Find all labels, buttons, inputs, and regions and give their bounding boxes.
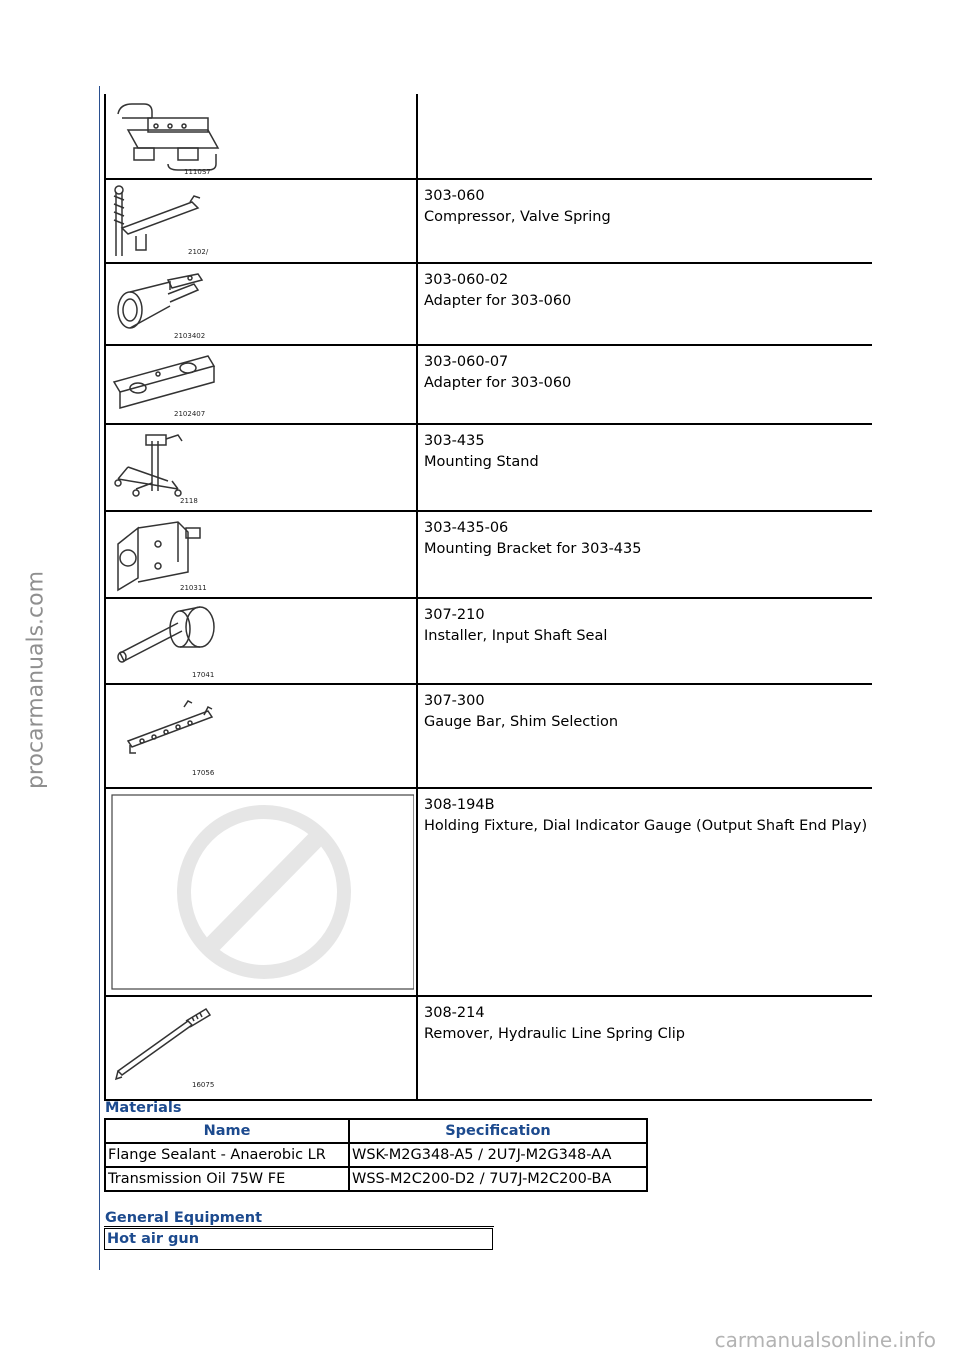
tool-description: Mounting Stand: [424, 454, 539, 470]
seal-installer-icon: [108, 601, 228, 681]
column-header-name: Name: [105, 1119, 349, 1143]
bottom-watermark: carmanualsonline.info: [714, 1328, 936, 1352]
tool-row: [104, 425, 872, 512]
equipment-item: Hot air gun: [104, 1228, 493, 1250]
tool-text: [424, 1003, 872, 1045]
tool-description: Holding Fixture, Dial Indicator Gauge (Output Shaft End Play): [424, 818, 868, 834]
material-name: Transmission Oil 75W FE: [105, 1167, 349, 1191]
material-name: Flange Sealant - Anaerobic LR: [105, 1143, 349, 1167]
tool-image-cell: [104, 264, 418, 344]
mounting-bracket-icon: [108, 514, 228, 594]
figure-number: 2103402: [174, 332, 206, 340]
tool-code: 303-435-06: [424, 520, 509, 536]
table-row: [105, 1167, 647, 1191]
tool-code: 308-194B: [424, 797, 495, 813]
tool-description: Compressor, Valve Spring: [424, 209, 611, 225]
figure-number: 17056: [192, 769, 215, 777]
tool-description: Remover, Hydraulic Line Spring Clip: [424, 1026, 685, 1042]
figure-number: 2102/: [188, 248, 209, 256]
tool-image-cell: [104, 997, 418, 1099]
tool-text: [424, 795, 872, 837]
tool-row: [104, 94, 872, 180]
tool-image-cell: [104, 180, 418, 262]
tool-text: [424, 605, 872, 647]
tool-row: [104, 346, 872, 425]
material-specification: WSK-M2G348-A5 / 2U7J-M2G348-AA: [349, 1143, 647, 1167]
materials-heading: Materials: [105, 1100, 182, 1116]
general-equipment-heading: General Equipment: [105, 1210, 263, 1226]
tool-text: [424, 352, 872, 394]
tool-row: [104, 264, 872, 346]
tool-code: 303-060: [424, 188, 485, 204]
figure-number: 2102407: [174, 410, 206, 418]
materials-table: [104, 1118, 648, 1192]
tool-row: [104, 512, 872, 599]
tool-row: [104, 599, 872, 685]
no-image-icon: [108, 791, 414, 991]
tool-code: 307-210: [424, 607, 485, 623]
tool-text: [424, 270, 872, 312]
tool-image-cell: [104, 685, 418, 787]
tool-image-cell: [104, 94, 418, 178]
tool-description: Gauge Bar, Shim Selection: [424, 714, 619, 730]
tool-code: 303-060-07: [424, 354, 509, 370]
tool-code: 307-300: [424, 693, 485, 709]
figure-number: 210311: [180, 584, 207, 592]
materials-header-row: [105, 1119, 647, 1143]
tool-image-cell: [104, 346, 418, 423]
tool-code: 303-060-02: [424, 272, 509, 288]
tool-description: Adapter for 303-060: [424, 293, 572, 309]
fixture-plate-icon: [108, 96, 228, 176]
tool-description: Installer, Input Shaft Seal: [424, 628, 608, 644]
tool-code: 303-435: [424, 433, 485, 449]
figure-number: 16075: [192, 1081, 215, 1089]
column-header-specification: Specification: [349, 1119, 647, 1143]
special-tools-table: [104, 94, 872, 1101]
valve-spring-compressor-icon: [108, 182, 228, 260]
tool-image-cell: [104, 599, 418, 683]
tool-description: Adapter for 303-060: [424, 375, 572, 391]
tool-image-cell: [104, 789, 418, 995]
tool-text: [424, 691, 872, 733]
tool-row: [104, 685, 872, 789]
figure-number: 2118: [180, 497, 198, 505]
tool-image-cell: [104, 425, 418, 510]
tool-text: [424, 186, 872, 228]
side-watermark: procarmanuals.com: [23, 570, 49, 790]
tool-text: [424, 518, 872, 560]
table-row: [105, 1143, 647, 1167]
mounting-stand-icon: [108, 427, 228, 507]
tool-description: Mounting Bracket for 303-435: [424, 541, 642, 557]
spring-clip-remover-icon: [108, 999, 228, 1095]
gauge-bar-icon: [108, 687, 228, 783]
figure-number: 17041: [192, 671, 215, 679]
material-specification: WSS-M2C200-D2 / 7U7J-M2C200-BA: [349, 1167, 647, 1191]
figure-number: 1110S7: [184, 168, 211, 176]
tool-row: [104, 997, 872, 1101]
tool-row: [104, 789, 872, 997]
tool-row: [104, 180, 872, 264]
left-margin-rule: [99, 86, 100, 1270]
tool-text: [424, 431, 872, 473]
tool-image-cell: [104, 512, 418, 597]
tool-code: 308-214: [424, 1005, 485, 1021]
equipment-rule: [104, 1226, 494, 1227]
adapter-plate-icon: [108, 348, 228, 420]
adapter-icon: [108, 266, 228, 342]
